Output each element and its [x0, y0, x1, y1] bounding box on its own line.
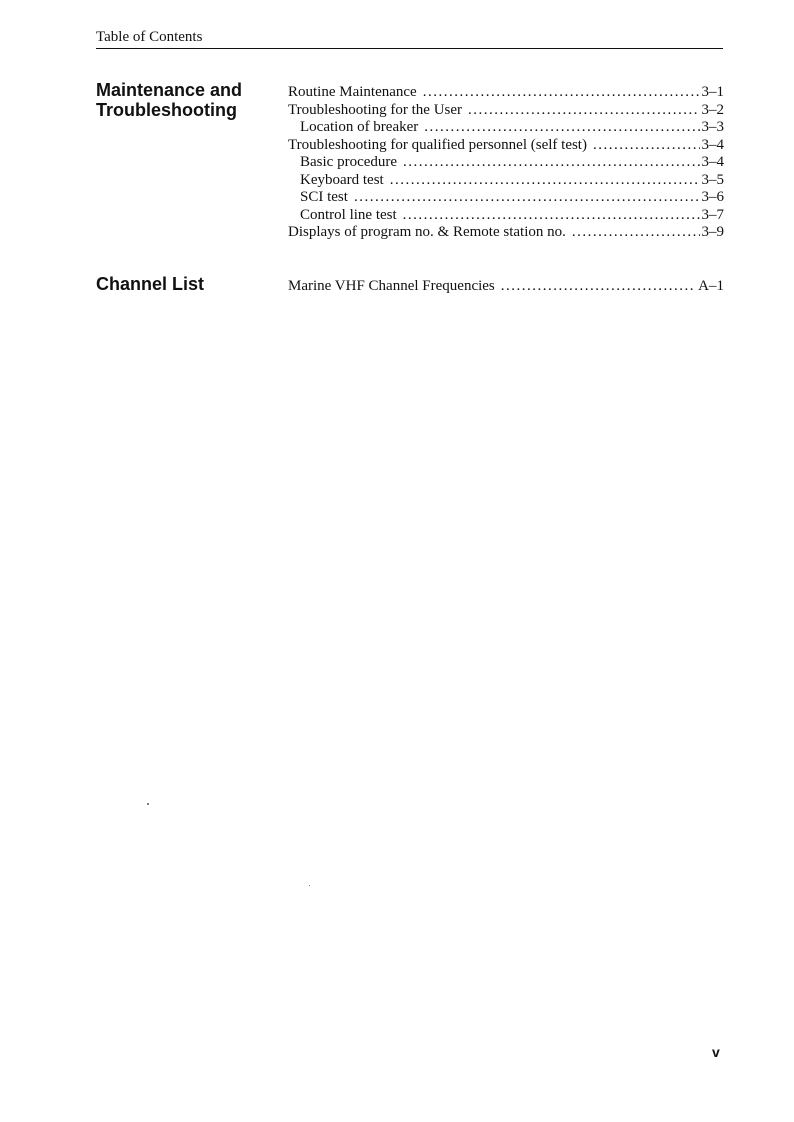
- entry-page: 3–3: [701, 119, 724, 135]
- entry-label: Routine Maintenance: [288, 84, 417, 100]
- toc-subentry[interactable]: [288, 189, 724, 207]
- toc-entry[interactable]: [288, 224, 724, 242]
- header-title: Table of Contents: [96, 29, 203, 45]
- entry-label: Displays of program no. & Remote station no.: [288, 224, 566, 240]
- toc-entries: [288, 84, 724, 242]
- dot-leader: [572, 224, 700, 242]
- entry-label: SCI test: [300, 189, 348, 205]
- dot-leader: [403, 154, 699, 172]
- entry-page: 3–1: [701, 84, 724, 100]
- dot-leader: [354, 189, 700, 207]
- toc-entry[interactable]: [288, 137, 724, 155]
- entry-page: A–1: [698, 278, 724, 294]
- toc-entry[interactable]: [288, 102, 724, 120]
- toc-entries: [288, 278, 724, 296]
- entry-label: Marine VHF Channel Frequencies: [288, 278, 495, 294]
- entry-label: Control line test: [300, 206, 397, 223]
- entry-label: Basic procedure: [300, 154, 398, 170]
- page-number: v: [712, 1044, 720, 1060]
- entry-page: 3–2: [701, 101, 724, 118]
- toc-entry[interactable]: [288, 278, 724, 296]
- toc-subentry[interactable]: [288, 154, 724, 172]
- dot-leader: [423, 84, 700, 102]
- entry-page: 3–7: [701, 206, 724, 223]
- running-header: [96, 28, 723, 49]
- dot-leader: [468, 102, 699, 120]
- dot-leader: [593, 137, 700, 155]
- scan-speck: [309, 885, 310, 886]
- toc-entry[interactable]: [288, 84, 724, 102]
- entry-page: 3–9: [701, 224, 724, 240]
- toc-subentry[interactable]: [288, 172, 724, 190]
- toc-subentry[interactable]: [288, 119, 724, 137]
- dot-leader: [403, 207, 700, 225]
- entry-label: Keyboard test: [300, 171, 384, 188]
- scan-speck: [147, 803, 149, 805]
- dot-leader: [390, 172, 700, 190]
- entry-page: 3–5: [701, 171, 724, 188]
- dot-leader: [424, 119, 699, 137]
- section-title: Channel List: [96, 274, 205, 294]
- entry-page: 3–6: [701, 189, 724, 205]
- toc-subentry[interactable]: [288, 207, 724, 225]
- entry-label: Location of breaker: [300, 119, 419, 135]
- section-title: Maintenance and Troubleshooting: [96, 80, 243, 120]
- entry-page: 3–4: [701, 154, 724, 170]
- entry-label: Troubleshooting for qualified personnel (self test): [288, 136, 587, 153]
- dot-leader: [501, 278, 696, 296]
- entry-page: 3–4: [701, 136, 724, 153]
- entry-label: Troubleshooting for the User: [288, 101, 463, 118]
